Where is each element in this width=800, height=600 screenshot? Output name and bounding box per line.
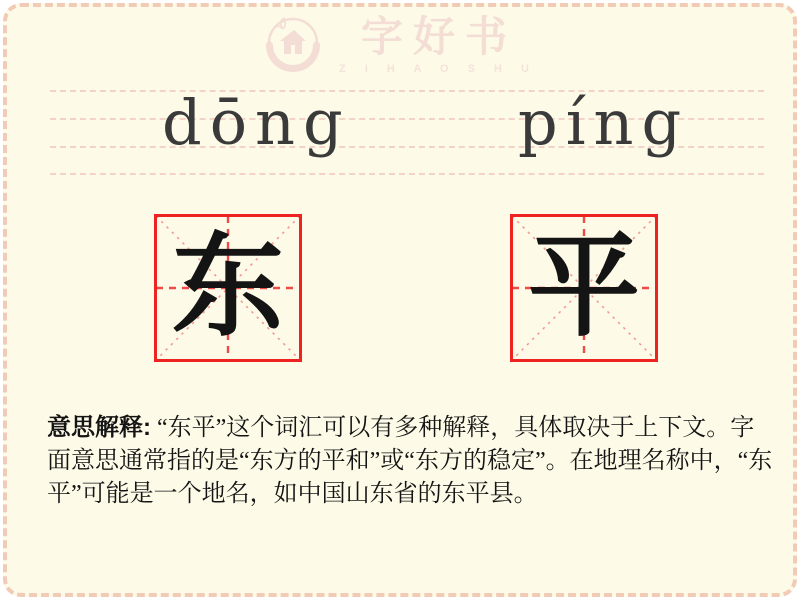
hanzi-ping: 平 <box>528 226 640 350</box>
pinyin-guideline-4 <box>50 173 764 175</box>
meaning-explanation <box>47 411 773 511</box>
meaning-label: 意思解释: <box>47 414 151 441</box>
pinyin-dong: dōng <box>162 86 351 159</box>
brand-header <box>7 15 793 77</box>
brand-text <box>331 15 537 75</box>
pinyin-ping: píng <box>518 86 690 159</box>
character-grid-dong <box>154 214 302 362</box>
brand-logo-icon <box>263 15 323 77</box>
brand-subtitle: Z I H A O S H U <box>338 63 538 75</box>
hanzi-dong: 东 <box>172 226 284 350</box>
character-grid-ping <box>510 214 658 362</box>
brand-title: 字好书 <box>360 15 517 61</box>
flashcard-page <box>3 3 797 597</box>
meaning-text: “东平”这个词汇可以有多种解释，具体取决于上下文。字面意思通常指的是“东方的平和”或“东方的稳定”。在地理名称中，“东平”可能是一个地名，如中国山东省的东平县。 <box>47 415 773 507</box>
